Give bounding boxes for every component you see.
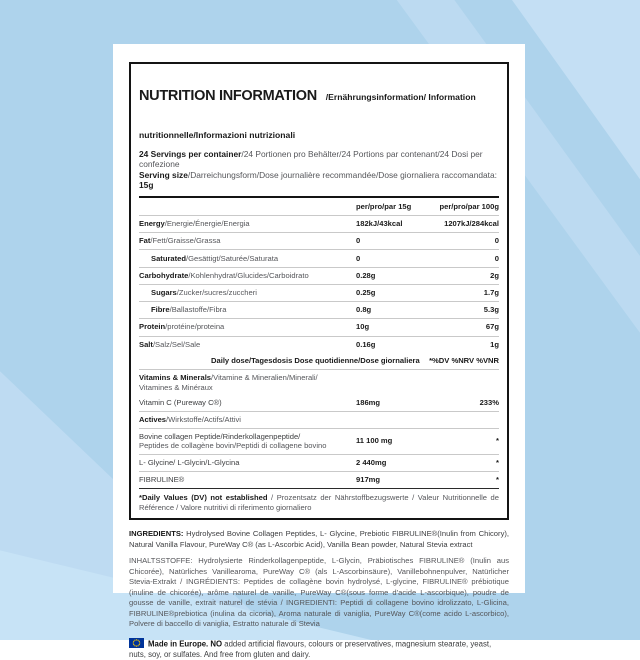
nutrient-row-protein: Protein/protéine/proteina 10g 67g — [139, 318, 499, 335]
daily-dose-label: Daily dose/Tagesdosis Dose quotidienne/Dose giornaliera — [211, 356, 420, 366]
nutrient-row-carbohydrate: Carbohydrate/Kohlenhydrat/Glucides/Carboidrato 0.28g 2g — [139, 267, 499, 284]
actives-heading: Actives/Wirkstoffe/Actifs/Attivi — [139, 411, 499, 427]
made-in-europe-line: Made in Europe. NO added artificial flavours, colours or preservatives, magnesium stearate, yeast, nuts, soy, or sulfates. And free from gluten and dairy. — [129, 639, 492, 659]
daily-dose-header-row — [139, 353, 499, 369]
nutrient-row-saturated: Saturated/Gesättigt/Saturée/Saturata 0 0 — [139, 249, 499, 266]
daily-dose-dv-header: *%DV %NRV %VNR — [429, 356, 499, 366]
vitamins-minerals-heading: Vitamins & Minerals/Vitamine & Mineralien/Minerali/ Vitamines & Minéraux — [139, 369, 499, 395]
ingredients-english: INGREDIENTS: Hydrolysed Bovine Collagen Peptides, L- Glycine, Prebiotic FIBRULINE®(Inulin from Chicory), Natural Vanilla Flavour, PureWay C® (as L-Ascorbic Acid), Vanilla Bean powder, Natural Stevia extract — [129, 529, 509, 549]
column-per-100g: per/pro/par 100g — [439, 201, 499, 211]
panel-header — [139, 71, 499, 191]
nutrient-row-fat: Fat/Fett/Graisse/Grassa 0 0 — [139, 232, 499, 249]
daily-values-footnote: *Daily Values (DV) not established / Prozentsatz der Nährstoffbezugswerte / Valeur Nutritionnelle de Référence / Valore nutritivi di riferimento giornaliero — [139, 488, 499, 518]
active-row-glycine: L- Glycine/ L-Glycin/L-Glycina 2 440mg * — [139, 454, 499, 471]
nutrient-row-energy: Energy/Energie/Énergie/Energia 182kJ/43kcal 1207kJ/284kcal — [139, 215, 499, 232]
panel-title — [139, 71, 499, 147]
servings-line: 24 Servings per container/24 Portionen pro Behälter/24 Portions par contenant/24 Dosi per confezione — [139, 148, 483, 169]
nutrient-row-sugars: Sugars/Zucker/sucres/zuccheri 0.25g 1.7g — [139, 284, 499, 301]
serving-size-line: Serving size/Darreichungsform/Dose journalière recommandée/Dose giornaliera raccomandata: 15g — [139, 169, 497, 190]
eu-flag-icon — [129, 638, 144, 648]
title-translations: /Ernährungsinformation/ Information nutritionnelle/Informazioni nutrizionali — [139, 92, 476, 140]
nutrition-label-card — [113, 44, 525, 659]
column-header-row — [139, 198, 499, 215]
active-row-fibruline: FIBRULINE® 917mg * — [139, 471, 499, 488]
ingredients-multilingual: INHALTSSTOFFE: Hydrolysierte Rinderkollagenpeptide, L-Glycin, Präbiotisches FIBRULINE® (Inulin aus Chicorée), Natürliches Vanillearoma, PureWay C® (als L-Ascorbinsäure), Vanillebohnenpulver, Natürlicher Stevia-Extrakt / INGRÉDIENTS: Peptides de collagène bovin hydrolysé, L-glycine, FIBRULINE® prébiotique (inuline de chicorée), arôme naturel de vanille, PureWay C®(sous forme d'acide L-ascorbique), poudre de gousse de vanille, extrait naturel de stévia / INGREDIENTI: Peptidi di collagene bovino idrolizzato, L-Glicina, FIBRULINE®prebiotica (inulina da cicoria), Aroma naturale di vaniglia, PureWay C®(come acido L-ascorbico), Polvere di baccello di vaniglia, Estratto naturale di Stevia — [129, 556, 509, 629]
vitamin-c-row: Vitamin C (Pureway C®) 186mg 233% — [139, 398, 499, 408]
nutrient-row-salt: Salt/Salz/Sel/Sale 0.16g 1g — [139, 336, 499, 353]
active-row-bovine-collagen: Bovine collagen Peptide/Rinderkollagenpeptide/ Peptides de collagène bovin/Peptidi di collagene bovino 11 100 mg * — [139, 428, 499, 454]
column-per-15g: per/pro/par 15g — [356, 201, 412, 211]
nutrition-facts-panel — [129, 62, 509, 520]
nutrient-row-fibre: Fibre/Ballastoffe/Fibra 0.8g 5.3g — [139, 301, 499, 318]
title-main: NUTRITION INFORMATION — [139, 88, 317, 104]
